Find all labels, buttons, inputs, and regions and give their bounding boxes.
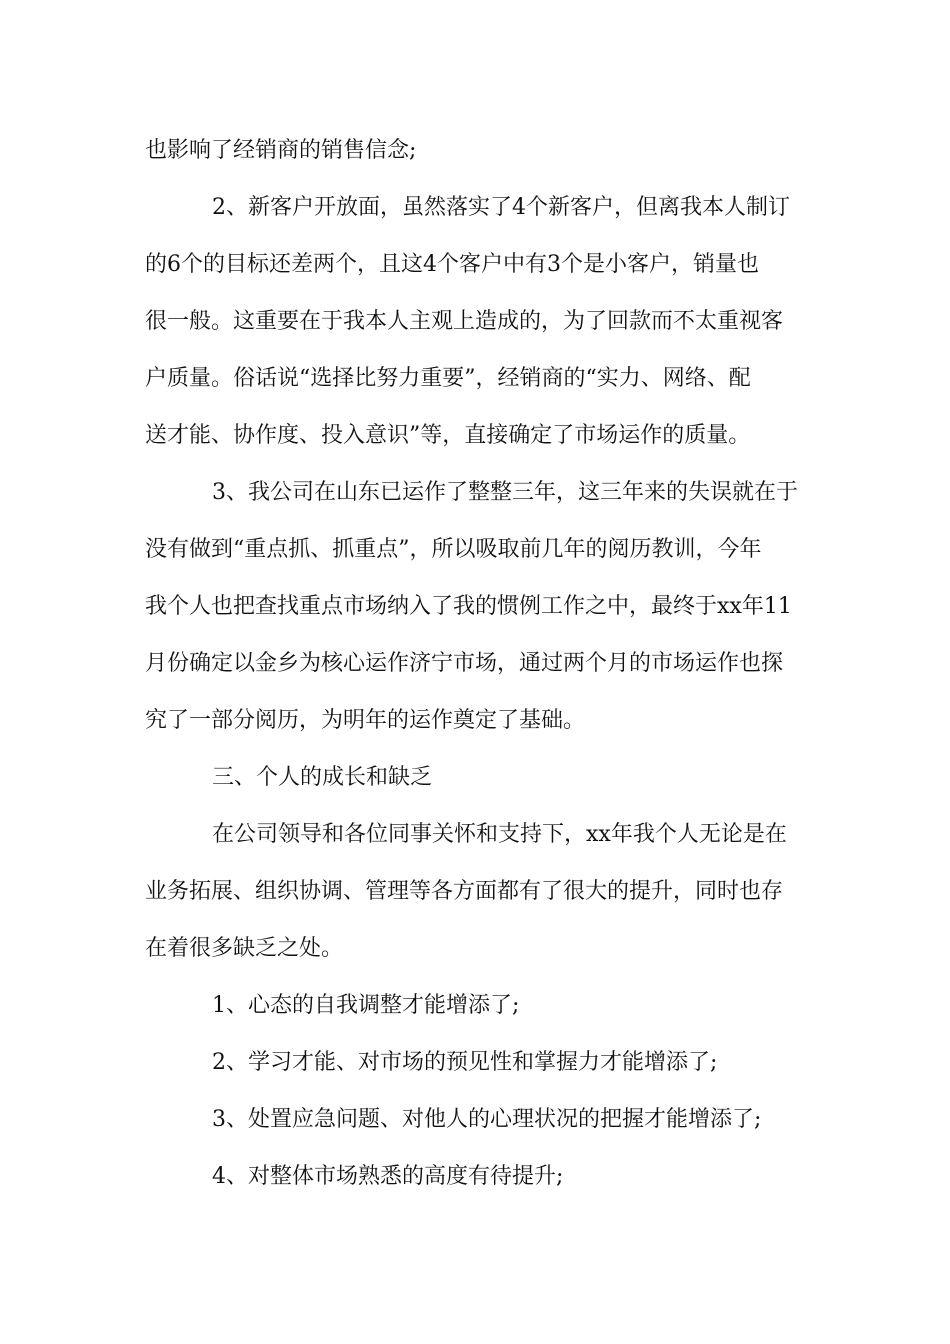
text-line-3: 的6个的目标还差两个，且这4个客户中有3个是小客户，销量也: [145, 252, 759, 277]
text-line-9: 我个人也把查找重点市场纳入了我的惯例工作之中，最终于xx年11: [145, 594, 792, 619]
section-heading: 三、个人的成长和缺乏: [212, 765, 433, 790]
text-line-4: 很一般。这重要在于我本人主观上造成的，为了回款而不太重视客: [145, 309, 784, 334]
list-item-3: 3、处置应急问题、对他人的心理状况的把握才能增添了;: [212, 1107, 762, 1132]
text-line-1: 也影响了经销商的销售信念;: [145, 138, 417, 163]
text-line-2: 2、新客户开放面，虽然落实了4个新客户，但离我本人制订: [212, 195, 790, 220]
text-line-6: 送才能、协作度、投入意识”等，直接确定了市场运作的质量。: [145, 423, 751, 448]
text-line-5: 户质量。俗话说“选择比努力重要”，经销商的“实力、网络、配: [145, 366, 751, 391]
text-line-11: 究了一部分阅历，为明年的运作奠定了基础。: [145, 708, 586, 733]
text-line-8: 没有做到“重点抓、抓重点”，所以吸取前几年的阅历教训，今年: [145, 537, 762, 562]
list-item-4: 4、对整体市场熟悉的高度有待提升;: [212, 1164, 564, 1189]
text-line-15: 在着很多缺乏之处。: [145, 936, 344, 961]
list-item-1: 1、心态的自我调整才能增添了;: [212, 993, 520, 1018]
text-line-10: 月份确定以金乡为核心运作济宁市场，通过两个月的市场运作也探: [145, 651, 784, 676]
text-line-7: 3、我公司在山东已运作了整整三年，这三年来的失误就在于: [212, 480, 798, 505]
text-line-14: 业务拓展、组织协调、管理等各方面都有了很大的提升，同时也存: [145, 879, 784, 904]
list-item-2: 2、学习才能、对市场的预见性和掌握力才能增添了;: [212, 1050, 718, 1075]
text-line-13: 在公司领导和各位同事关怀和支持下，xx年我个人无论是在: [212, 822, 787, 847]
